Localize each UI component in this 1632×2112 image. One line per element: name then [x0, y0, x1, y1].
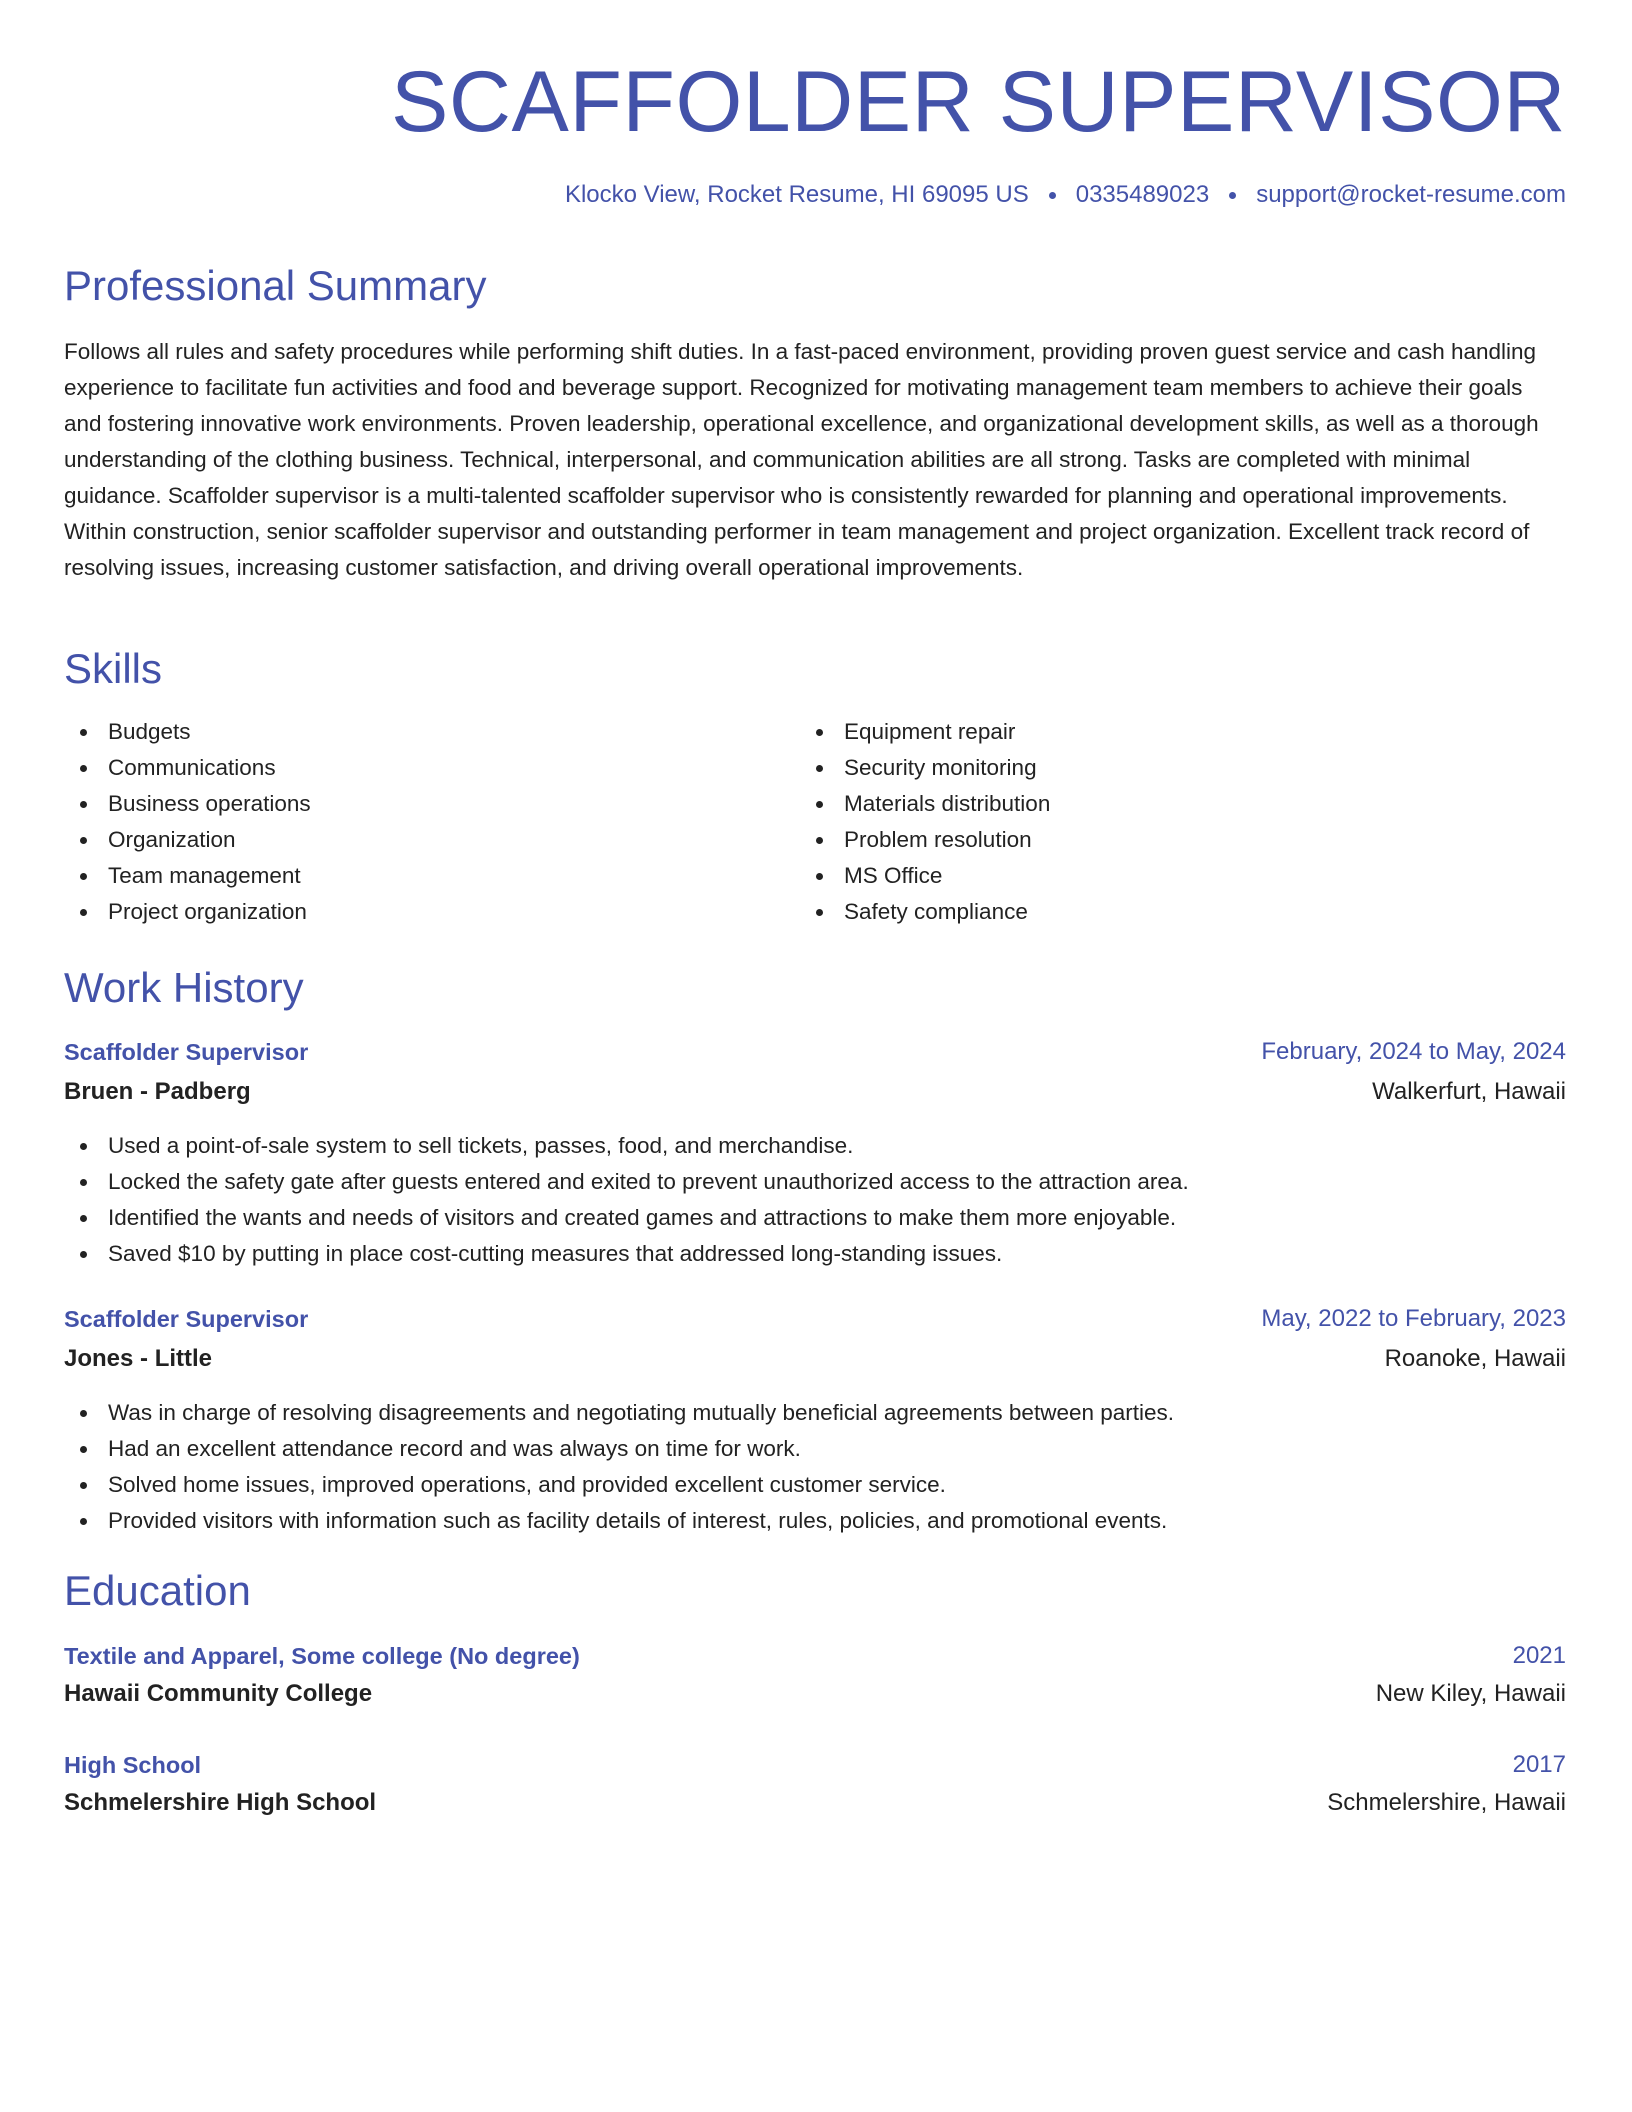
job-duty: Locked the safety gate after guests entered and exited to prevent unauthorized access to the attraction area. — [64, 1164, 1189, 1200]
skill-item: Security monitoring — [800, 750, 1050, 786]
job-dates: February, 2024 to May, 2024 — [1261, 1038, 1566, 1065]
education-school: Hawaii Community College — [64, 1680, 373, 1707]
contact-email[interactable]: support@rocket-resume.com — [1256, 181, 1566, 208]
education-degree: Textile and Apparel, Some college (No degree) — [64, 1643, 580, 1669]
education-heading: Education — [64, 1567, 251, 1614]
job-duties-list — [64, 1395, 1174, 1539]
education-title-row — [64, 1640, 1566, 1672]
contact-address: Klocko View, Rocket Resume, HI 69095 US — [564, 181, 1029, 208]
education-location: Schmelershire, Hawaii — [1327, 1789, 1566, 1816]
job-company: Jones - Little — [64, 1345, 213, 1372]
education-school: Schmelershire High School — [64, 1789, 377, 1816]
skill-item: Materials distribution — [800, 786, 1050, 822]
job-duty: Was in charge of resolving disagreements and negotiating mutually beneficial agreements between parties. — [64, 1395, 1174, 1431]
skill-item: Safety compliance — [800, 894, 1050, 930]
job-company-row — [64, 1076, 1566, 1108]
skill-item: Budgets — [64, 714, 311, 750]
job-duty: Identified the wants and needs of visitors and created games and attractions to make them more enjoyable. — [64, 1200, 1189, 1236]
education-degree: High School — [64, 1752, 202, 1778]
skill-item: Project organization — [64, 894, 311, 930]
job-company: Bruen - Padberg — [64, 1078, 251, 1105]
skill-item: Organization — [64, 822, 311, 858]
job-duty: Used a point-of-sale system to sell tickets, passes, food, and merchandise. — [64, 1128, 1189, 1164]
skill-item: Equipment repair — [800, 714, 1050, 750]
education-year: 2021 — [1512, 1642, 1566, 1669]
skills-list-right — [800, 714, 1050, 930]
skill-item: Business operations — [64, 786, 311, 822]
job-duties-list — [64, 1128, 1189, 1272]
work-history-heading: Work History — [64, 964, 304, 1011]
bullet-separator-icon — [1049, 192, 1056, 199]
job-title-row — [64, 1036, 1566, 1068]
contact-line — [565, 180, 1566, 210]
skill-item: MS Office — [800, 858, 1050, 894]
education-year: 2017 — [1512, 1751, 1566, 1778]
education-school-row — [64, 1787, 1566, 1819]
summary-heading: Professional Summary — [64, 262, 487, 309]
education-location: New Kiley, Hawaii — [1375, 1680, 1566, 1707]
candidate-name: SCAFFOLDER SUPERVISOR — [391, 54, 1566, 150]
bullet-separator-icon — [1229, 192, 1236, 199]
skills-heading: Skills — [64, 645, 163, 692]
job-duty: Provided visitors with information such as facility details of interest, rules, policies, and promotional events. — [64, 1503, 1174, 1539]
contact-phone: 0335489023 — [1075, 181, 1210, 208]
skill-item: Problem resolution — [800, 822, 1050, 858]
job-location: Walkerfurt, Hawaii — [1372, 1078, 1566, 1105]
job-title: Scaffolder Supervisor — [64, 1306, 309, 1332]
skill-item: Team management — [64, 858, 311, 894]
skill-item: Communications — [64, 750, 311, 786]
summary-text: Follows all rules and safety procedures while performing shift duties. In a fast-paced environment, providing proven guest service and cash handling experience to facilitate fun activities and food and beverage support. Recognized for motivating management team members to achieve their goals and fostering innovative work environments. Proven leadership, operational excellence, and organizational development skills, as well as a thorough understanding of the clothing business. Technical, interpersonal, and communication abilities are all strong. Tasks are completed with minimal guidance. Scaffolder supervisor is a multi-talented scaffolder supervisor who is consistently rewarded for planning and operational improvements. Within construction, senior scaffolder supervisor and outstanding performer in team management and project organization. Excellent track record of resolving issues, increasing customer satisfaction, and driving overall operational improvements. — [64, 339, 1539, 580]
job-company-row — [64, 1343, 1566, 1375]
job-title-row — [64, 1303, 1566, 1335]
job-duty: Saved $10 by putting in place cost-cutting measures that addressed long-standing issues. — [64, 1236, 1189, 1272]
job-title: Scaffolder Supervisor — [64, 1039, 309, 1065]
job-duty: Had an excellent attendance record and was always on time for work. — [64, 1431, 1174, 1467]
education-school-row — [64, 1678, 1566, 1710]
education-title-row — [64, 1749, 1566, 1781]
skills-list-left — [64, 714, 311, 930]
job-duty: Solved home issues, improved operations, and provided excellent customer service. — [64, 1467, 1174, 1503]
job-dates: May, 2022 to February, 2023 — [1261, 1305, 1566, 1332]
job-location: Roanoke, Hawaii — [1384, 1345, 1566, 1372]
